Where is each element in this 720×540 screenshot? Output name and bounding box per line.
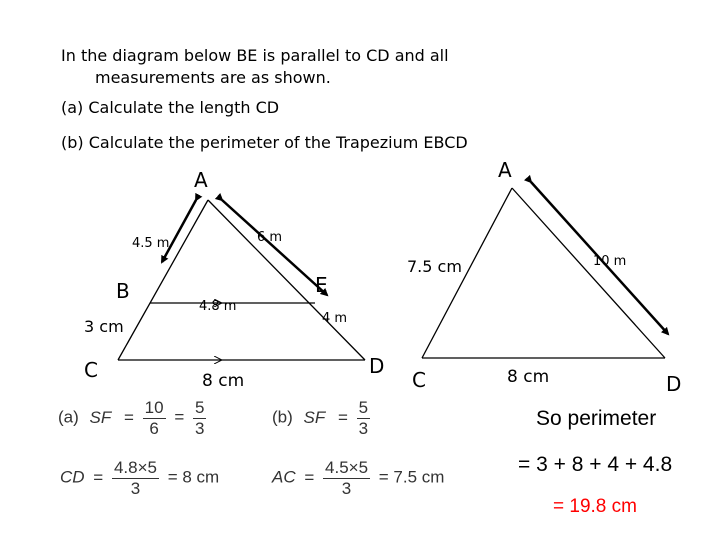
fraction-10-over-6 [143, 398, 166, 438]
arrow-ae [222, 200, 327, 295]
fraction-numerator: 4.8×5 [113, 458, 157, 477]
fraction-numerator: 5 [358, 398, 369, 417]
equals-sign: = [174, 407, 185, 427]
sf-b-label: SF [303, 407, 326, 427]
vertex-d-left: D [369, 354, 385, 378]
side-ac-left [118, 200, 208, 360]
fraction-denominator: 3 [130, 478, 141, 498]
working-b-scale-factor [272, 398, 374, 438]
vertex-b-left: B [116, 279, 130, 303]
vertex-d-right: D [666, 372, 682, 396]
vertex-a-right: A [498, 158, 512, 182]
equals-sign: = [304, 467, 315, 487]
ac-result: = 7.5 cm [378, 467, 445, 487]
length-bc-label: 3 cm [84, 317, 124, 336]
perimeter-result: = 19.8 cm [553, 496, 637, 517]
side-ad-right [512, 188, 665, 358]
question-part-b: (b) Calculate the perimeter of the Trapezium EBCD [61, 133, 468, 152]
length-ab-label: 4.5 m [132, 236, 170, 251]
equals-sign: = [123, 407, 134, 427]
length-ac-right-label: 7.5 cm [407, 257, 462, 276]
question-part-a: (a) Calculate the length CD [61, 98, 280, 117]
fraction-cd [112, 458, 159, 498]
length-ae-label: 6 m [257, 230, 283, 245]
fraction-numerator: 4.5×5 [325, 458, 369, 477]
vertex-c-right: C [412, 368, 426, 392]
vertex-e-left: E [315, 273, 328, 297]
fraction-5-over-3 [357, 398, 370, 438]
fraction-denominator: 3 [358, 418, 369, 438]
fraction-ac [323, 458, 370, 498]
cd-result: = 8 cm [167, 467, 220, 487]
vertex-a-left: A [194, 168, 208, 192]
working-b-label: (b) [272, 407, 293, 427]
fraction-denominator: 3 [341, 478, 352, 498]
vertex-c-left: C [84, 358, 98, 382]
ac-lhs: AC [272, 467, 296, 487]
sf-a-label: SF [89, 407, 112, 427]
cd-lhs: CD [60, 467, 85, 487]
working-cd-calculation [60, 458, 219, 498]
perimeter-sum: = 3 + 8 + 4 + 4.8 [518, 453, 673, 476]
equals-sign: = [337, 407, 348, 427]
length-cd-left-label: 8 cm [202, 371, 245, 391]
length-cd-right-label: 8 cm [507, 367, 550, 387]
length-ad-right-label: 10 m [593, 254, 627, 269]
fraction-numerator: 5 [194, 398, 205, 417]
equals-sign: = [93, 467, 104, 487]
perimeter-heading: So perimeter [536, 407, 657, 430]
question-line-1: In the diagram below BE is parallel to CD and all [61, 46, 449, 65]
fraction-5-over-3 [193, 398, 206, 438]
working-ac-calculation [272, 458, 444, 498]
fraction-numerator: 10 [144, 398, 164, 417]
fraction-denominator: 3 [194, 418, 205, 438]
left-triangle [118, 200, 365, 360]
length-ed-label: 4 m [322, 311, 348, 326]
fraction-denominator: 6 [149, 418, 159, 438]
question-line-2: measurements are as shown. [95, 68, 331, 87]
length-be-label: 4.8 m [199, 299, 237, 314]
side-ad-left [208, 200, 365, 360]
working-a-scale-factor [58, 398, 210, 438]
working-a-label: (a) [58, 407, 79, 427]
